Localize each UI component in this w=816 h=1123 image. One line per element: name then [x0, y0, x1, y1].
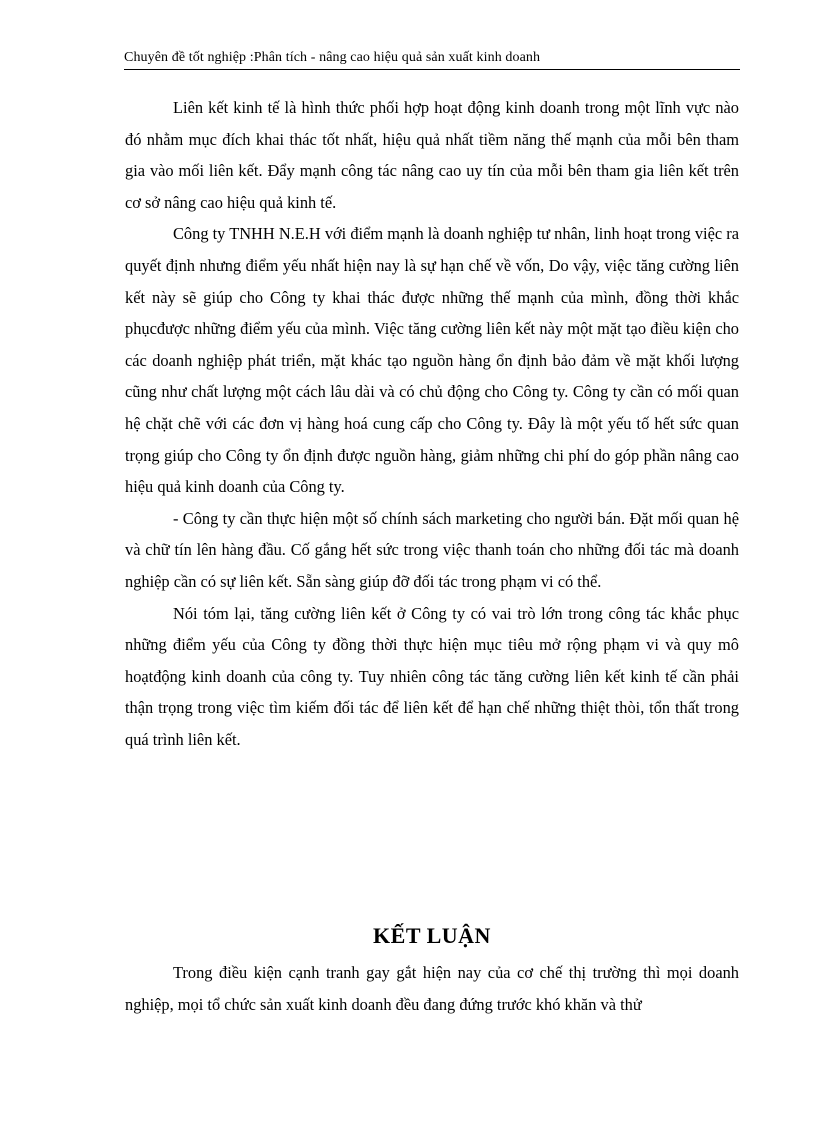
running-header: Chuyên đề tốt nghiệp :Phân tích - nâng cao hiệu quả sản xuất kinh doanh	[124, 50, 541, 65]
conclusion-section	[125, 957, 739, 1020]
paragraph-economic-linkage: Liên kết kinh tế là hình thức phối hợp hoạt động kinh doanh trong một lĩnh vực nào đó nhằm mục đích khai thác tốt nhất, hiệu quả nhất tiềm năng thế mạnh của mỗi bên tham gia vào mối liên kết. Đẩy mạnh công tác nâng cao uy tín của mỗi bên tham gia liên kết trên cơ sở nâng cao hiệu quả kinh tế.	[125, 98, 739, 212]
conclusion-paragraph: Trong điều kiện cạnh tranh gay gắt hiện nay của cơ chế thị trường thì mọi doanh nghiệp, mọi tổ chức sản xuất kinh doanh đều đang đứng trước khó khăn và thử	[125, 963, 739, 1014]
paragraph-company-strengths: Công ty TNHH N.E.H với điểm mạnh là doanh nghiệp tư nhân, linh hoạt trong việc ra quyết định nhưng điểm yếu nhất hiện nay là sự hạn chế về vốn, Do vậy, việc tăng cường liên kết này sẽ giúp cho Công ty khai thác được những thế mạnh của mình, đồng thời khắc phụcđược những điểm yếu của mình. Việc tăng cường liên kết này một mặt tạo điều kiện cho các doanh nghiệp phát triển, mặt khác tạo nguồn hàng ổn định bảo đảm về mặt khối lượng cũng như chất lượng một cách lâu dài và có chủ động cho Công ty. Công ty cần có mối quan hệ chặt chẽ với các đơn vị hàng hoá cung cấp cho Công ty. Đây là một yếu tố hết sức quan trọng giúp cho Công ty ổn định được nguồn hàng, giảm những chi phí do góp phần nâng cao hiệu quả kinh doanh của Công ty.	[125, 224, 739, 497]
header-rule	[124, 69, 740, 70]
body-section	[125, 92, 739, 755]
paragraph-summary: Nói tóm lại, tăng cường liên kết ở Công ty có vai trò lớn trong công tác khắc phục những điểm yếu của Công ty đồng thời thực hiện mục tiêu mở rộng phạm vi và quy mô hoạtđộng kinh doanh của công ty. Tuy nhiên công tác tăng cường liên kết kinh tế cần phải thận trọng trong việc tìm kiếm đối tác để liên kết để hạn chế những thiệt thòi, tổn thất trong quá trình liên kết.	[125, 603, 739, 749]
paragraph-marketing-policy: - Công ty cần thực hiện một số chính sách marketing cho người bán. Đặt mối quan hệ và chữ tín lên hàng đầu. Cố gắng hết sức trong việc thanh toán cho những đối tác mà doanh nghiệp cần có sự liên kết. Sẵn sàng giúp đỡ đối tác trong phạm vi có thể.	[125, 508, 739, 591]
conclusion-heading: KẾT LUẬN	[373, 923, 491, 948]
